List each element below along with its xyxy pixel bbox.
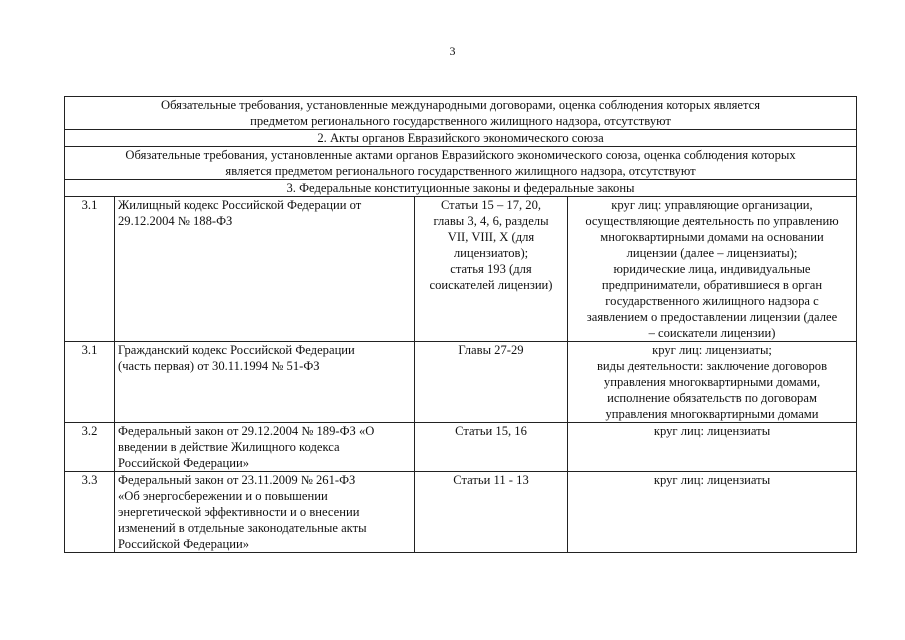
text-line: виды деятельности: заключение договоров	[596, 359, 828, 373]
row-number: 3.1	[65, 342, 115, 423]
text-line: статья 193 (для	[450, 262, 532, 276]
text-line: – соискатели лицензии)	[648, 326, 776, 340]
text-line: Статьи 11 - 13	[453, 473, 529, 487]
text-line: Российской Федерации»	[118, 537, 249, 551]
document-name	[115, 423, 415, 472]
subjects-cell	[568, 423, 857, 472]
text-line: главы 3, 4, 6, разделы	[433, 214, 549, 228]
text-line: Федеральный закон от 23.11.2009 № 261-ФЗ	[118, 473, 356, 487]
section2-line: является предметом регионального государственного жилищного надзора, отсутствуют	[225, 164, 696, 178]
document-name	[115, 197, 415, 342]
text-line: (часть первая) от 30.11.1994 № 51-ФЗ	[118, 359, 320, 373]
section2-text	[65, 147, 857, 180]
text-line: Главы 27-29	[458, 343, 524, 357]
text-line: введении в действие Жилищного кодекса	[118, 440, 340, 454]
text-line: многоквартирными домами на основании	[600, 230, 824, 244]
text-line: управления многоквартирными домами	[605, 407, 819, 421]
text-line: Гражданский кодекс Российской Федерации	[118, 343, 355, 357]
table-row	[65, 342, 857, 423]
row-number: 3.3	[65, 472, 115, 553]
text-line: лицензиатов);	[453, 246, 529, 260]
section2-text-row	[65, 147, 857, 180]
text-line: Статьи 15, 16	[455, 424, 527, 438]
section2-line: Обязательные требования, установленные актами органов Евразийского экономического союза, оценка соблюдения которых	[125, 148, 796, 162]
requirements-table	[64, 96, 857, 553]
subjects-cell	[568, 197, 857, 342]
document-name	[115, 342, 415, 423]
text-line: изменений в отдельные законодательные акты	[118, 521, 367, 535]
table-row	[65, 197, 857, 342]
text-line: 29.12.2004 № 188-ФЗ	[118, 214, 233, 228]
row-number: 3.1	[65, 197, 115, 342]
table-row	[65, 423, 857, 472]
text-line: круг лиц: управляющие организации,	[611, 198, 813, 212]
text-line: энергетической эффективности и о внесении	[118, 505, 360, 519]
articles-cell	[415, 423, 568, 472]
text-line: круг лиц: лицензиаты	[653, 473, 771, 487]
text-line: предприниматели, обратившиеся в орган	[601, 278, 823, 292]
section2-header-row	[65, 130, 857, 147]
articles-cell	[415, 342, 568, 423]
articles-cell	[415, 472, 568, 553]
text-line: Статьи 15 – 17, 20,	[440, 198, 542, 212]
section1-line: Обязательные требования, установленные международными договорами, оценка соблюдения которых является	[160, 98, 761, 112]
text-line: осуществляющие деятельность по управлению	[585, 214, 839, 228]
text-line: юридические лица, индивидуальные	[613, 262, 811, 276]
text-line: заявлением о предоставлении лицензии (далее	[586, 310, 838, 324]
text-line: лицензии (далее – лицензиаты);	[626, 246, 798, 260]
page-number: 3	[449, 44, 456, 58]
text-line: круг лиц: лицензиаты;	[652, 343, 772, 357]
text-line: круг лиц: лицензиаты	[653, 424, 771, 438]
row-number: 3.2	[65, 423, 115, 472]
section3-header-row	[65, 180, 857, 197]
section1-text	[65, 97, 857, 130]
text-line: Российской Федерации»	[118, 456, 249, 470]
document-name	[115, 472, 415, 553]
text-line: VII, VIII, X (для	[447, 230, 535, 244]
text-line: «Об энергосбережении и о повышении	[118, 489, 328, 503]
text-line: Федеральный закон от 29.12.2004 № 189-ФЗ «О	[118, 424, 375, 438]
section3-header: 3. Федеральные конституционные законы и федеральные законы	[65, 180, 857, 197]
articles-cell	[415, 197, 568, 342]
text-line: государственного жилищного надзора с	[605, 294, 819, 308]
text-line: управления многоквартирными домами,	[603, 375, 821, 389]
text-line: Жилищный кодекс Российской Федерации от	[118, 198, 362, 212]
text-line: исполнение обязательств по договорам	[607, 391, 817, 405]
section1-line: предметом регионального государственного жилищного надзора, отсутствуют	[250, 114, 671, 128]
table-row	[65, 472, 857, 553]
section1-row	[65, 97, 857, 130]
text-line: соискателей лицензии)	[429, 278, 553, 292]
subjects-cell	[568, 472, 857, 553]
subjects-cell	[568, 342, 857, 423]
section2-header: 2. Акты органов Евразийского экономического союза	[65, 130, 857, 147]
